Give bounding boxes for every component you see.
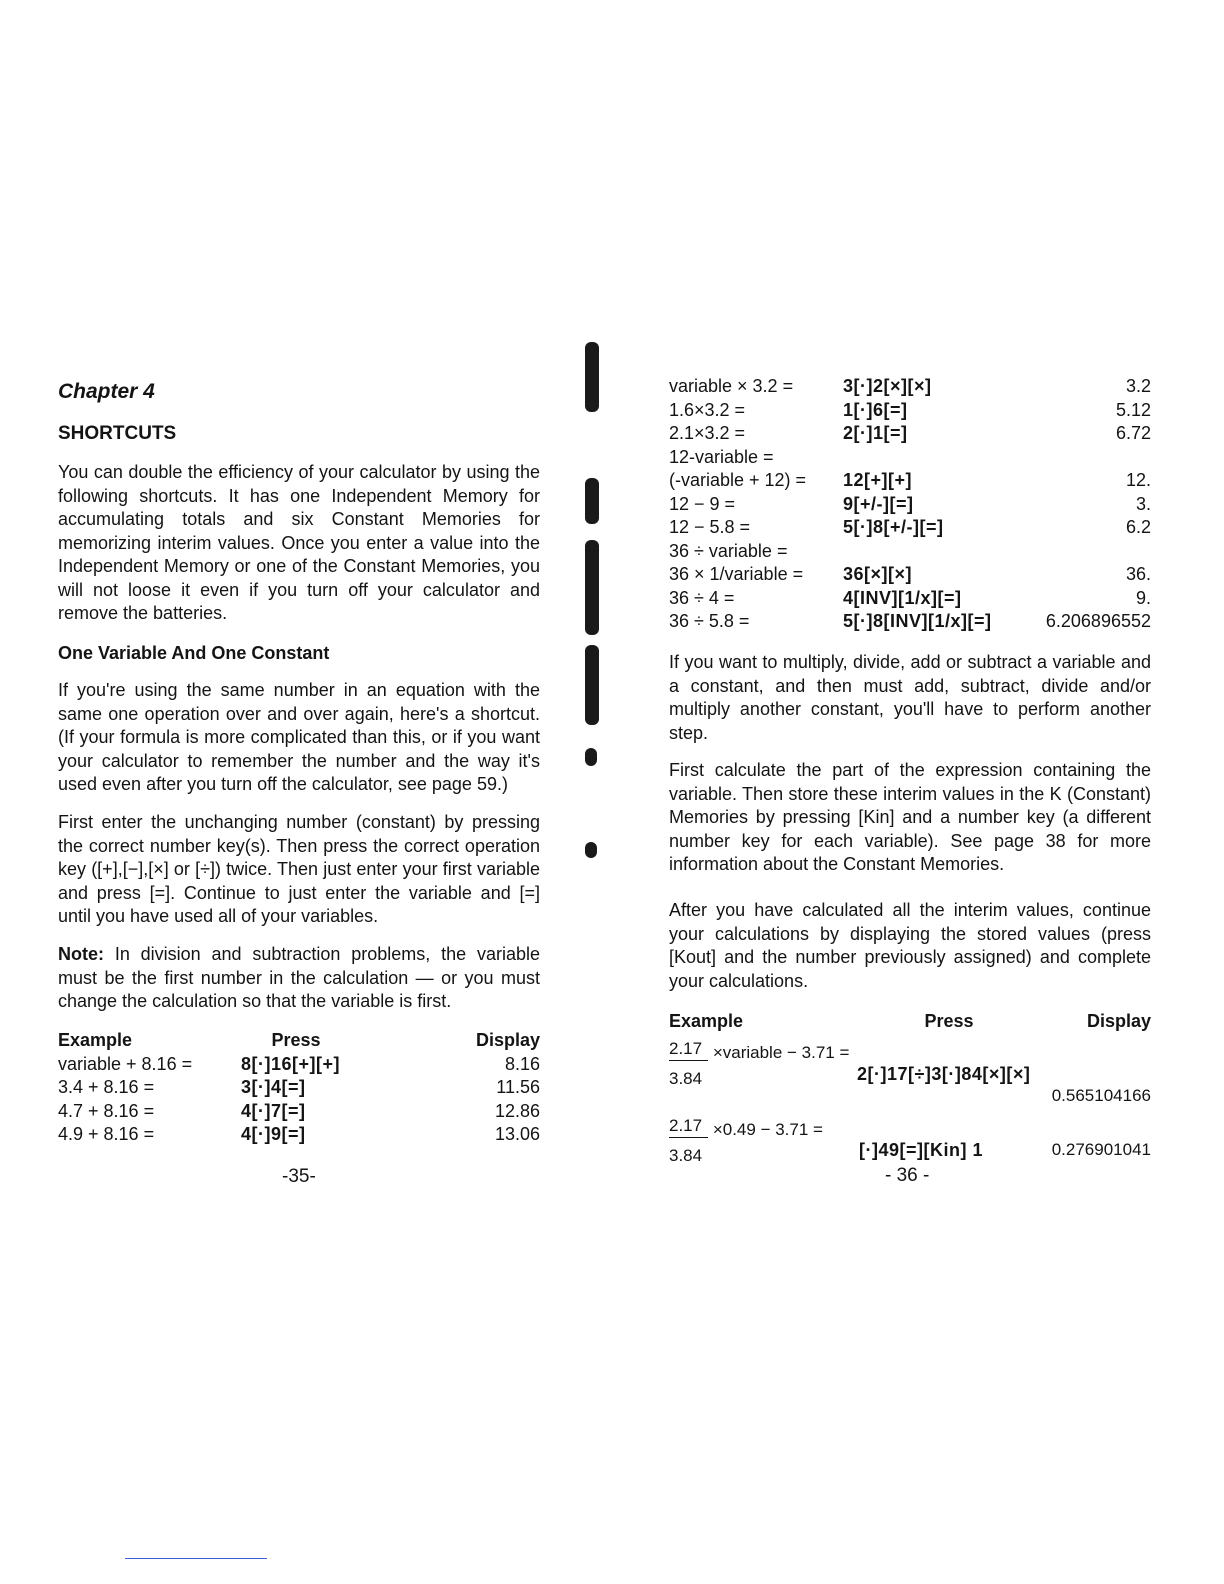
header-press: Press [924,1011,974,1032]
row-press: 5[·]8[INV][1/x][=] [843,611,992,632]
row-example: variable + 8.16 = [58,1053,193,1074]
fraction-expression-1 [669,1039,849,1089]
row-press: 1[·]6[=] [843,399,908,420]
row-display: 6.72 [1115,423,1151,444]
row-example: 12-variable = [669,446,774,467]
header-display: Display [1086,1011,1151,1032]
table-row [669,610,1151,634]
table-row [669,587,1151,611]
row-press: 4[INV][1/x][=] [843,587,962,608]
row-press: 4[·]9[=] [241,1124,306,1145]
row-press: 3[·]4[=] [241,1077,306,1098]
header-press: Press [271,1030,321,1051]
row-display: 12.86 [494,1100,540,1121]
intro-paragraph: You can double the efficiency of your calculator by using the following shortcuts. It has one Independent Memory for accumulating totals and six Constant Memories for memorizing interim values. Once you enter a value into the Independent Memory or one of the Constant Memories, you will not loose it even if you turn off your calculator and remove the batteries. [58,462,540,623]
header-display: Display [475,1030,540,1051]
paragraph-instructions: First enter the unchanging number (constant) by pressing the correct number key(s). Then press the correct operation key ([+],[−],[×] or [÷]) twice. Then just enter your first variable and press [=]. Continue to just enter the variable and [=] until you have used all of your variables. [58,812,540,926]
fraction-numerator: 2.17 [669,1116,708,1138]
note-paragraph [58,943,540,1014]
row-display: 6.206896552 [1045,611,1151,632]
row-display [1023,540,1151,564]
row-press: 8[·]16[+][+] [241,1053,341,1074]
row-example: 36 × 1/variable = [669,564,804,585]
row-press [843,540,1023,564]
subsection-heading: One Variable And One Constant [58,643,330,663]
row-example: 36 ÷ 5.8 = [669,611,750,632]
fraction-numerator: 2.17 [669,1039,708,1061]
row-example: 2.1×3.2 = [669,423,746,444]
fraction-denominator: 3.84 [669,1069,703,1088]
row-example: (-variable + 12) = [669,470,807,491]
row-press: 5[·]8[+/-][=] [843,517,944,538]
row-display: 36. [1125,564,1151,585]
fraction-denominator: 3.84 [669,1146,703,1165]
row-example: 36 ÷ variable = [669,540,788,561]
section-heading: SHORTCUTS [58,423,177,444]
row-press: 9[+/-][=] [843,493,914,514]
fraction [669,1039,708,1089]
left-example-table [58,1029,540,1147]
paragraph-store-interim: First calculate the part of the expression containing the variable. Then store these interim values in the K (Constant) Memories by pressing [Kin] and a number key (a different number key for each variable). See page 38 for more information about the Constant Memories. [669,760,1151,874]
table-row [58,1076,540,1100]
paragraph-continue: After you have calculated all the interim values, continue your calculations by displaying the stored values (press [Kout] and the number previously assigned) and complete your calculations. [669,900,1151,991]
row-display: 9. [1135,587,1151,608]
row-example: 4.7 + 8.16 = [58,1100,155,1121]
table-row [58,1100,540,1124]
table-header-row [669,1010,1151,1034]
header-example: Example [58,1030,133,1051]
row-press [843,446,1023,470]
binding-mark [585,645,599,725]
row-press: 4[·]7[=] [241,1100,306,1121]
table-row [669,516,1151,540]
row-display: 3. [1135,493,1151,514]
table-row [669,469,1151,493]
right-top-table [669,375,1151,634]
row-display: 11.56 [496,1077,540,1098]
row-press: 36[×][×] [843,564,913,585]
row-display [1023,446,1151,470]
header-example: Example [669,1011,744,1032]
expression-rest: ×0.49 − 3.71 = [712,1120,823,1139]
table-row [58,1123,540,1147]
row-display: 8.16 [504,1053,540,1074]
row-example: variable × 3.2 = [669,376,794,397]
row-press: [·]49[=][Kin] 1 [859,1140,983,1160]
table-header-row [58,1029,540,1053]
chapter-title: Chapter 4 [58,380,155,403]
paragraph-multi-step: If you want to multiply, divide, add or subtract a variable and a constant, and then must add, subtract, divide and/or multiply another constant, you'll have to perform another step. [669,652,1151,743]
footer-rule [125,1558,267,1559]
row-display: 12. [1125,470,1151,491]
table-row [669,540,1151,564]
table-row [58,1053,540,1077]
binding-mark [585,478,599,524]
binding-mark [585,748,597,766]
row-display: 0.565104166 [1051,1086,1151,1105]
row-example: 3.4 + 8.16 = [58,1077,155,1098]
note-label: Note: [58,944,104,964]
page-number-right: - 36 - [885,1165,930,1186]
row-example: 36 ÷ 4 = [669,587,735,608]
fraction-expression-2 [669,1116,823,1166]
expression-rest: ×variable − 3.71 = [712,1043,850,1062]
row-example: 12 − 5.8 = [669,517,751,538]
row-example: 1.6×3.2 = [669,399,746,420]
page-number-left: -35- [282,1166,316,1187]
table-row [669,399,1151,423]
row-press: 2[·]1[=] [843,423,908,444]
row-display: 3.2 [1125,376,1151,397]
row-display: 13.06 [494,1124,540,1145]
note-text: In division and subtraction problems, the variable must be the first number in the calculation — or you must change the calculation so that the variable is first. [58,944,540,1011]
row-display: 5.12 [1115,399,1151,420]
table-row [669,422,1151,446]
table-row [669,563,1151,587]
paragraph-shortcut: If you're using the same number in an equation with the same one operation over and over again, here's a shortcut. (If your formula is more complicated than this, or if you want your calculator to remember the number and the way it's used even after you turn off the calculator, see page 59.) [58,680,540,794]
row-example: 12 − 9 = [669,493,736,514]
row-display: 0.276901041 [1051,1140,1151,1159]
table-row [669,446,1151,470]
table-row [669,493,1151,517]
row-press: 12[+][+] [843,470,913,491]
binding-mark [585,342,599,412]
row-press: 3[·]2[×][×] [843,376,932,397]
row-press: 2[·]17[÷]3[·]84[×][×] [857,1064,1031,1084]
binding-mark [585,540,599,635]
row-display: 6.2 [1125,517,1151,538]
right-example-table [669,1010,1151,1034]
binding-mark [585,842,597,858]
fraction [669,1116,708,1166]
table-row [669,375,1151,399]
row-example: 4.9 + 8.16 = [58,1124,155,1145]
